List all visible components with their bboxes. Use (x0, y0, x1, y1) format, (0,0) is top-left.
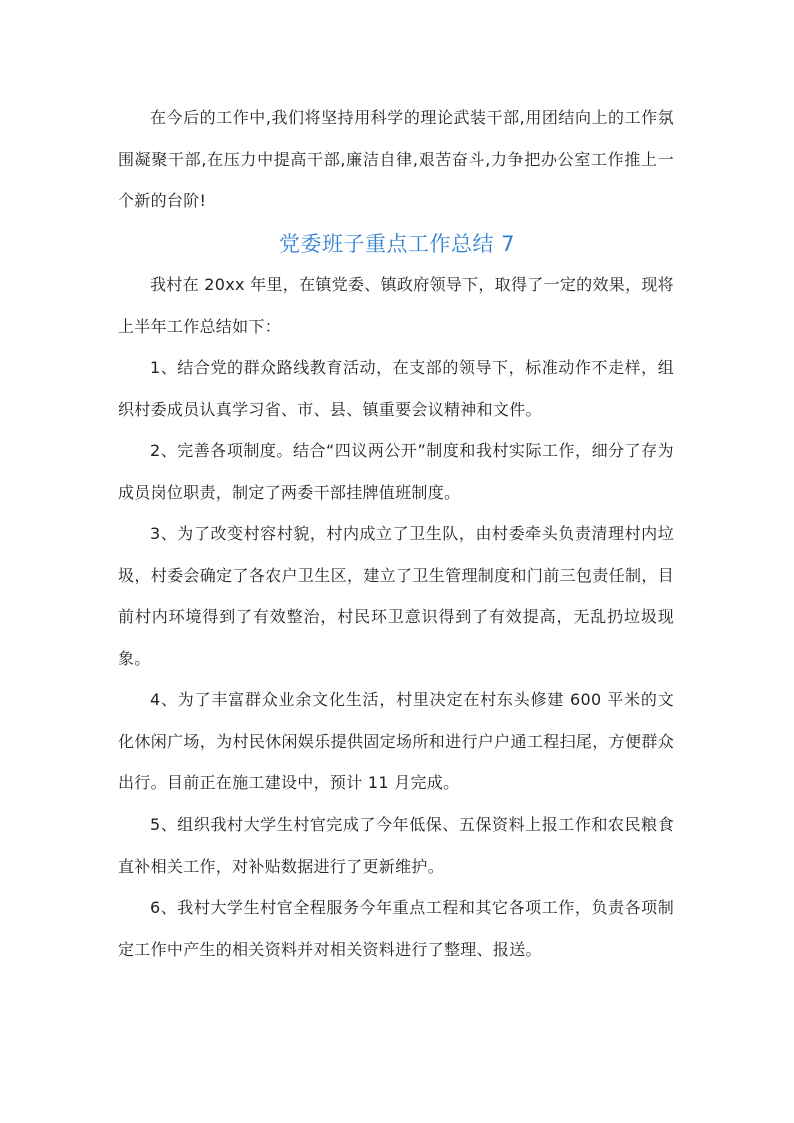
body-paragraph-item-5: 5、组织我村大学生村官完成了今年低保、五保资料上报工作和农民粮食直补相关工作，对补贴数据进行了更新维护。 (118, 815, 674, 876)
body-paragraph-item-3: 3、为了改变村容村貌，村内成立了卫生队，由村委牵头负责清理村内垃圾，村委会确定了各农户卫生区，建立了卫生管理制度和门前三包责任制，目前村内环境得到了有效整治，村民环卫意识得到了有效提高，无乱扔垃圾现象。 (118, 524, 674, 668)
body-paragraph-item-2: 2、完善各项制度。结合“四议两公开”制度和我村实际工作，细分了存为成员岗位职责，制定了两委干部挂牌值班制度。 (118, 441, 674, 502)
intro-paragraph: 在今后的工作中,我们将坚持用科学的理论武装干部,用团结向上的工作氛围凝聚干部,在压力中提高干部,廉洁自律,艰苦奋斗,力争把办公室工作推上一个新的台阶! (118, 108, 674, 210)
body-paragraph-item-1: 1、结合党的群众路线教育活动，在支部的领导下，标准动作不走样，组织村委成员认真学习省、市、县、镇重要会议精神和文件。 (118, 358, 674, 419)
body-paragraph-intro: 我村在 20xx 年里，在镇党委、镇政府领导下，取得了一定的效果，现将上半年工作总结如下： (118, 275, 674, 336)
section-heading: 党委班子重点工作总结 7 (278, 232, 516, 256)
body-paragraph-item-4: 4、为了丰富群众业余文化生活，村里决定在村东头修建 600 平米的文化休闲广场，为村民休闲娱乐提供固定场所和进行户户通工程扫尾，方便群众出行。目前正在施工建设中，预计 11 月完成。 (118, 690, 674, 792)
body-paragraph-item-6: 6、我村大学生村官全程服务今年重点工程和其它各项工作，负责各项制定工作中产生的相关资料并对相关资料进行了整理、报送。 (118, 898, 674, 959)
